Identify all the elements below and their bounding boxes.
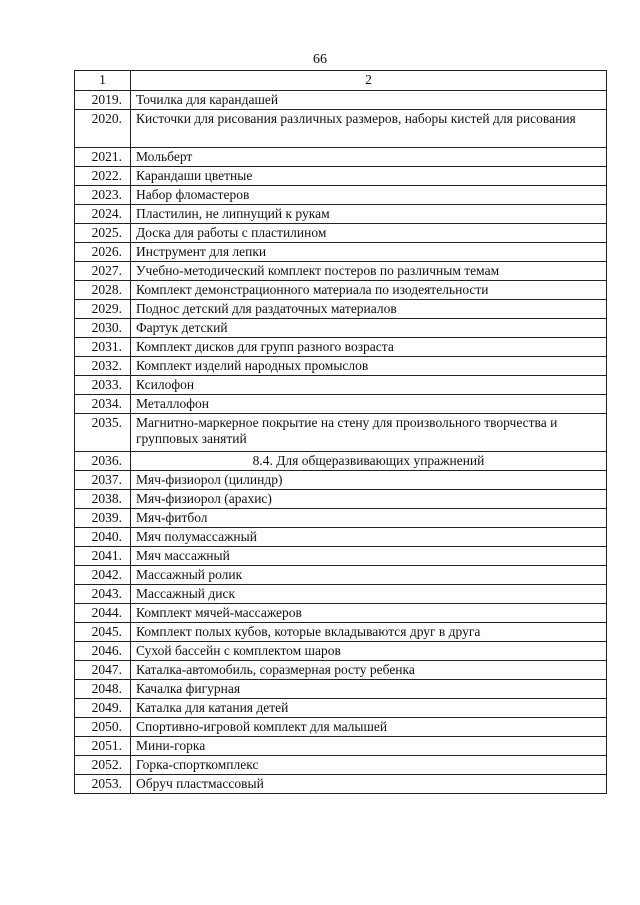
row-number: 2045. bbox=[75, 623, 131, 642]
row-number: 2039. bbox=[75, 509, 131, 528]
item-name: Поднос детский для раздаточных материалов bbox=[131, 300, 607, 319]
item-name: Комплект мячей-массажеров bbox=[131, 604, 607, 623]
item-name: Комплект изделий народных промыслов bbox=[131, 357, 607, 376]
item-name: Мяч-фитбол bbox=[131, 509, 607, 528]
item-name: Каталка-автомобиль, соразмерная росту ребенка bbox=[131, 661, 607, 680]
row-number: 2038. bbox=[75, 490, 131, 509]
table-header-row bbox=[75, 71, 607, 91]
table-row bbox=[75, 395, 607, 414]
table-row bbox=[75, 243, 607, 262]
row-number: 2050. bbox=[75, 718, 131, 737]
item-name: Массажный ролик bbox=[131, 566, 607, 585]
row-number: 2053. bbox=[75, 775, 131, 794]
row-number: 2025. bbox=[75, 224, 131, 243]
row-number: 2052. bbox=[75, 756, 131, 775]
page-number: 66 bbox=[313, 52, 327, 67]
table-row bbox=[75, 604, 607, 623]
item-name: Учебно-методический комплект постеров по различным темам bbox=[131, 262, 607, 281]
table-row bbox=[75, 566, 607, 585]
row-number: 2041. bbox=[75, 547, 131, 566]
table-row bbox=[75, 718, 607, 737]
table-row bbox=[75, 205, 607, 224]
row-number: 2047. bbox=[75, 661, 131, 680]
item-name: Набор фломастеров bbox=[131, 186, 607, 205]
row-number: 2027. bbox=[75, 262, 131, 281]
table-row bbox=[75, 661, 607, 680]
row-number: 2044. bbox=[75, 604, 131, 623]
item-name: Доска для работы с пластилином bbox=[131, 224, 607, 243]
item-name: Пластилин, не липнущий к рукам bbox=[131, 205, 607, 224]
table-row bbox=[75, 680, 607, 699]
table-row bbox=[75, 547, 607, 566]
row-number: 2042. bbox=[75, 566, 131, 585]
item-name: Обруч пластмассовый bbox=[131, 775, 607, 794]
item-name: Спортивно-игровой комплект для малышей bbox=[131, 718, 607, 737]
row-number: 2036. bbox=[75, 452, 131, 471]
table-row bbox=[75, 224, 607, 243]
table-row bbox=[75, 319, 607, 338]
row-number: 2026. bbox=[75, 243, 131, 262]
table-row bbox=[75, 357, 607, 376]
header-col-2: 2 bbox=[131, 71, 607, 91]
item-name: Мольберт bbox=[131, 148, 607, 167]
table-row bbox=[75, 148, 607, 167]
item-name: Ксилофон bbox=[131, 376, 607, 395]
row-number: 2024. bbox=[75, 205, 131, 224]
table-row bbox=[75, 91, 607, 110]
table-row bbox=[75, 737, 607, 756]
table-row bbox=[75, 585, 607, 604]
row-number: 2022. bbox=[75, 167, 131, 186]
row-number: 2020. bbox=[75, 110, 131, 148]
item-name: Фартук детский bbox=[131, 319, 607, 338]
item-name: Каталка для катания детей bbox=[131, 699, 607, 718]
table-row bbox=[75, 110, 607, 148]
table-row bbox=[75, 281, 607, 300]
table-row bbox=[75, 775, 607, 794]
row-number: 2021. bbox=[75, 148, 131, 167]
item-name: Мяч полумассажный bbox=[131, 528, 607, 547]
table-row bbox=[75, 186, 607, 205]
item-name: Инструмент для лепки bbox=[131, 243, 607, 262]
item-name: Точилка для карандашей bbox=[131, 91, 607, 110]
item-name: Качалка фигурная bbox=[131, 680, 607, 699]
row-number: 2019. bbox=[75, 91, 131, 110]
row-number: 2030. bbox=[75, 319, 131, 338]
item-name: Комплект полых кубов, которые вкладываются друг в друга bbox=[131, 623, 607, 642]
table-row bbox=[75, 338, 607, 357]
item-name: Мяч-физиорол (цилиндр) bbox=[131, 471, 607, 490]
row-number: 2023. bbox=[75, 186, 131, 205]
row-number: 2043. bbox=[75, 585, 131, 604]
row-number: 2040. bbox=[75, 528, 131, 547]
row-number: 2037. bbox=[75, 471, 131, 490]
row-number: 2035. bbox=[75, 414, 131, 452]
table-row bbox=[75, 376, 607, 395]
item-name: Комплект дисков для групп разного возраста bbox=[131, 338, 607, 357]
table-row bbox=[75, 414, 607, 452]
row-number: 2031. bbox=[75, 338, 131, 357]
item-name: Горка-спорткомплекс bbox=[131, 756, 607, 775]
row-number: 2029. bbox=[75, 300, 131, 319]
item-name: Металлофон bbox=[131, 395, 607, 414]
item-name: Карандаши цветные bbox=[131, 167, 607, 186]
item-name: Мини-горка bbox=[131, 737, 607, 756]
table-row bbox=[75, 167, 607, 186]
row-number: 2051. bbox=[75, 737, 131, 756]
row-number: 2032. bbox=[75, 357, 131, 376]
equipment-table bbox=[74, 70, 607, 794]
row-number: 2028. bbox=[75, 281, 131, 300]
table-row bbox=[75, 642, 607, 661]
row-number: 2048. bbox=[75, 680, 131, 699]
row-number: 2046. bbox=[75, 642, 131, 661]
table-row bbox=[75, 756, 607, 775]
table-body bbox=[75, 71, 607, 794]
table-row bbox=[75, 452, 607, 471]
item-name: Мяч-физиорол (арахис) bbox=[131, 490, 607, 509]
header-col-1: 1 bbox=[75, 71, 131, 91]
table-row bbox=[75, 509, 607, 528]
item-name: Магнитно-маркерное покрытие на стену для произвольного творчества и групповых занятий bbox=[131, 414, 607, 452]
table-row bbox=[75, 623, 607, 642]
row-number: 2034. bbox=[75, 395, 131, 414]
item-name: Мяч массажный bbox=[131, 547, 607, 566]
table-row bbox=[75, 490, 607, 509]
table-row bbox=[75, 300, 607, 319]
table-row bbox=[75, 471, 607, 490]
item-name: Комплект демонстрационного материала по изодеятельности bbox=[131, 281, 607, 300]
table-row bbox=[75, 699, 607, 718]
row-number: 2033. bbox=[75, 376, 131, 395]
table-row bbox=[75, 528, 607, 547]
item-name: Сухой бассейн с комплектом шаров bbox=[131, 642, 607, 661]
item-name: Массажный диск bbox=[131, 585, 607, 604]
table-row bbox=[75, 262, 607, 281]
section-heading: 8.4. Для общеразвивающих упражнений bbox=[131, 452, 607, 471]
row-number: 2049. bbox=[75, 699, 131, 718]
item-name: Кисточки для рисования различных размеров, наборы кистей для рисования bbox=[131, 110, 607, 148]
